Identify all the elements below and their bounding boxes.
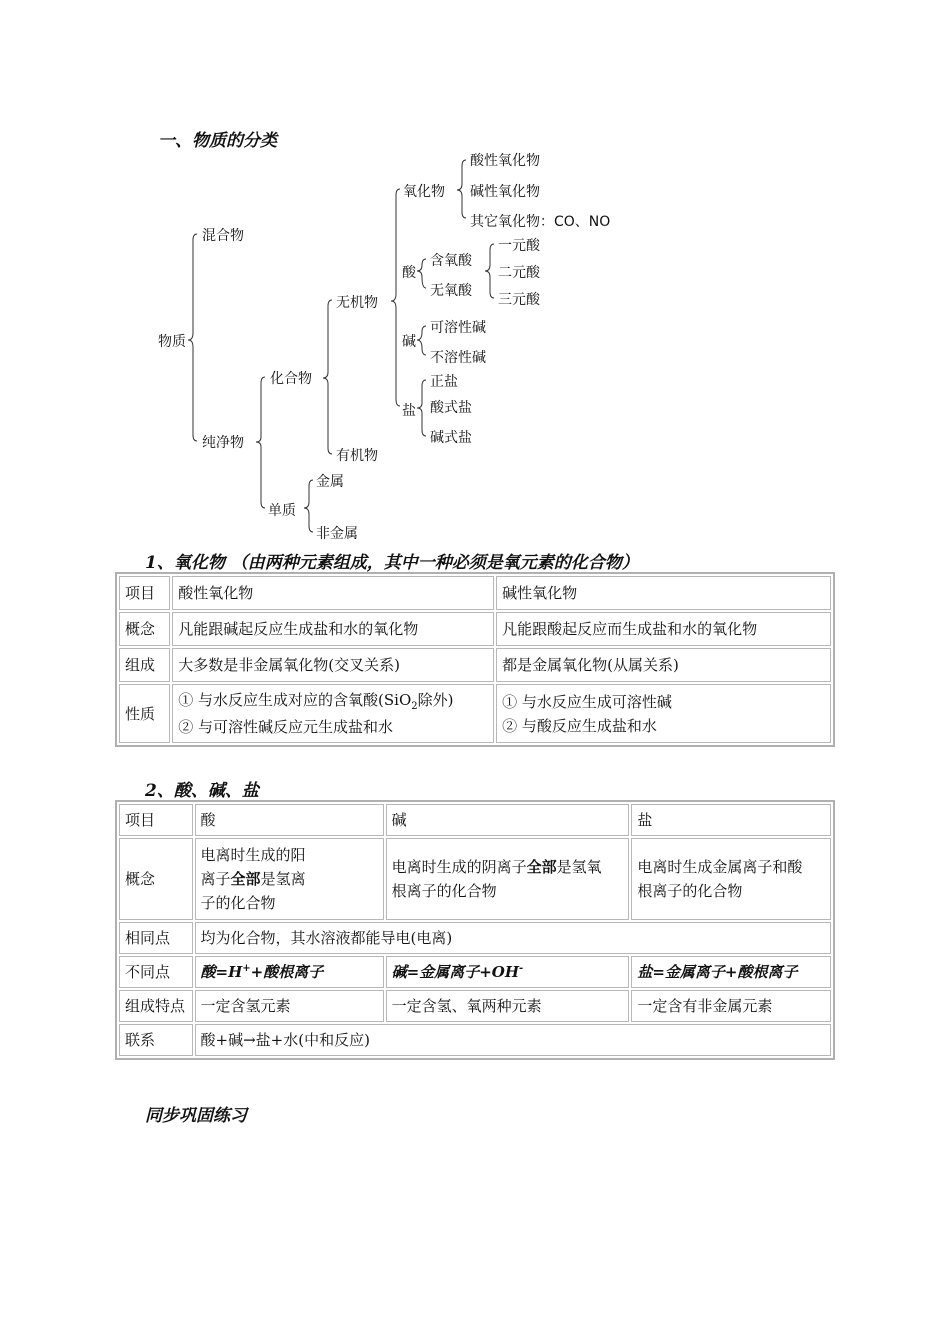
table-cell xyxy=(386,838,630,920)
table-row xyxy=(119,648,831,682)
tree-insoluble-base: 不溶性碱 xyxy=(430,350,486,366)
table-cell: 均为化合物，其水溶液都能导电(电离) xyxy=(195,922,831,954)
abs-section-title: 2、酸、碱、盐 xyxy=(145,781,259,801)
table-row xyxy=(119,1024,831,1056)
oxide-section-title: 1、氧化物 （由两种元素组成，其中一种必须是氧元素的化合物） xyxy=(145,553,639,573)
table-row xyxy=(119,612,831,646)
tree-basic-salt: 碱式盐 xyxy=(430,430,472,446)
basic-property-1: ① 与水反应生成可溶性碱 xyxy=(502,692,672,711)
table-cell: 相同点 xyxy=(119,922,193,954)
tree-salt: 盐 xyxy=(402,403,416,419)
tree-triprotic: 三元酸 xyxy=(498,292,540,308)
emphasis-all: 全部 xyxy=(230,870,261,888)
base-formula: 碱=金属离子+OH xyxy=(391,963,520,981)
tree-acid: 酸 xyxy=(402,265,416,281)
acid-concept-line-3: 子的化合物 xyxy=(200,894,276,912)
tree-organic: 有机物 xyxy=(336,448,378,464)
tree-mixture: 混合物 xyxy=(202,228,244,244)
tree-oxyacid: 含氧酸 xyxy=(430,253,472,269)
base-concept-line-1: 电离时生成的阴离子 xyxy=(391,858,527,876)
acid-concept-line-2-end: 是氢离 xyxy=(260,870,306,888)
tree-metal: 金属 xyxy=(316,474,344,490)
acid-base-salt-table xyxy=(115,800,835,1060)
basic-property-2: ② 与酸反应生成盐和水 xyxy=(502,716,657,735)
acid-formula: 酸=H xyxy=(200,963,243,981)
base-concept-line-1-end: 是氢氧 xyxy=(556,858,602,876)
tree-pure: 纯净物 xyxy=(202,435,244,451)
table-cell: 盐=金属离子+酸根离子 xyxy=(631,956,831,988)
table-row xyxy=(119,922,831,954)
acid-concept-line-2: 离子 xyxy=(200,870,231,888)
tree-nonoxyacid: 无氧酸 xyxy=(430,283,472,299)
table-cell xyxy=(386,956,630,988)
table-cell: 碱 xyxy=(386,804,630,836)
tree-basic-oxide: 碱性氧化物 xyxy=(470,184,540,200)
table-cell: 酸+碱→盐+水(中和反应) xyxy=(195,1024,831,1056)
acidic-property-1-end: 除外) xyxy=(417,691,454,709)
table-cell: 一定含氢、氧两种元素 xyxy=(386,990,630,1022)
practice-title: 同步巩固练习 xyxy=(145,1106,247,1126)
tree-base: 碱 xyxy=(402,334,416,350)
table-cell: 组成 xyxy=(119,648,170,682)
superscript: + xyxy=(242,963,251,974)
oxide-table xyxy=(115,572,835,747)
base-concept-line-2: 根离子的化合物 xyxy=(391,882,497,900)
table-row xyxy=(119,990,831,1022)
table-cell: 大多数是非金属氧化物(交叉关系) xyxy=(172,648,494,682)
table-row xyxy=(119,838,831,920)
tree-monoprotic: 一元酸 xyxy=(498,238,540,254)
table-row xyxy=(119,576,831,610)
table-cell: 酸性氧化物 xyxy=(172,576,494,610)
tree-inorganic: 无机物 xyxy=(336,295,378,311)
section-title: 一、物质的分类 xyxy=(158,131,277,151)
table-cell xyxy=(631,838,831,920)
table-cell: 凡能跟酸起反应而生成盐和水的氧化物 xyxy=(496,612,831,646)
tree-nonmetal: 非金属 xyxy=(316,526,358,542)
table-cell: 项目 xyxy=(119,576,170,610)
table-cell: 酸 xyxy=(195,804,384,836)
tree-diprotic: 二元酸 xyxy=(498,265,540,281)
table-cell xyxy=(172,684,494,743)
tree-normal-salt: 正盐 xyxy=(430,374,458,390)
tree-soluble-base: 可溶性碱 xyxy=(430,320,486,336)
tree-root: 物质 xyxy=(158,334,186,350)
acidic-property-1: ① 与水反应生成对应的含氧酸(SiO xyxy=(178,691,412,709)
table-cell: 联系 xyxy=(119,1024,193,1056)
tree-brackets xyxy=(0,0,950,560)
table-cell: 组成特点 xyxy=(119,990,193,1022)
table-cell: 盐 xyxy=(631,804,831,836)
superscript: - xyxy=(519,963,524,974)
acid-formula-end: +酸根离子 xyxy=(250,963,324,981)
table-cell: 一定含氢元素 xyxy=(195,990,384,1022)
acidic-property-2: ② 与可溶性碱反应元生成盐和水 xyxy=(178,718,394,736)
tree-acid-salt: 酸式盐 xyxy=(430,400,472,416)
tree-oxide: 氧化物 xyxy=(403,184,445,200)
subscript: 2 xyxy=(411,701,418,712)
table-cell: 都是金属氧化物(从属关系) xyxy=(496,648,831,682)
tree-acidic-oxide: 酸性氧化物 xyxy=(470,153,540,169)
acid-concept-line-1: 电离时生成的阳 xyxy=(200,846,306,864)
tree-simple: 单质 xyxy=(268,503,296,519)
table-cell xyxy=(195,956,384,988)
table-cell: 概念 xyxy=(119,612,170,646)
table-cell: 一定含有非金属元素 xyxy=(631,990,831,1022)
table-cell: 性质 xyxy=(119,684,170,743)
table-row xyxy=(119,804,831,836)
table-cell: 概念 xyxy=(119,838,193,920)
table-row xyxy=(119,956,831,988)
table-cell xyxy=(195,838,384,920)
table-row xyxy=(119,684,831,743)
table-cell: 碱性氧化物 xyxy=(496,576,831,610)
tree-other-oxide: 其它氧化物：CO、NO xyxy=(470,214,611,230)
table-cell: 凡能跟碱起反应生成盐和水的氧化物 xyxy=(172,612,494,646)
salt-concept-line-1: 电离时生成金属离子和酸 xyxy=(637,858,803,876)
table-cell xyxy=(496,684,831,743)
table-cell: 不同点 xyxy=(119,956,193,988)
tree-compound: 化合物 xyxy=(270,371,312,387)
salt-concept-line-2: 根离子的化合物 xyxy=(637,882,743,900)
table-cell: 项目 xyxy=(119,804,193,836)
emphasis-all: 全部 xyxy=(526,858,557,876)
